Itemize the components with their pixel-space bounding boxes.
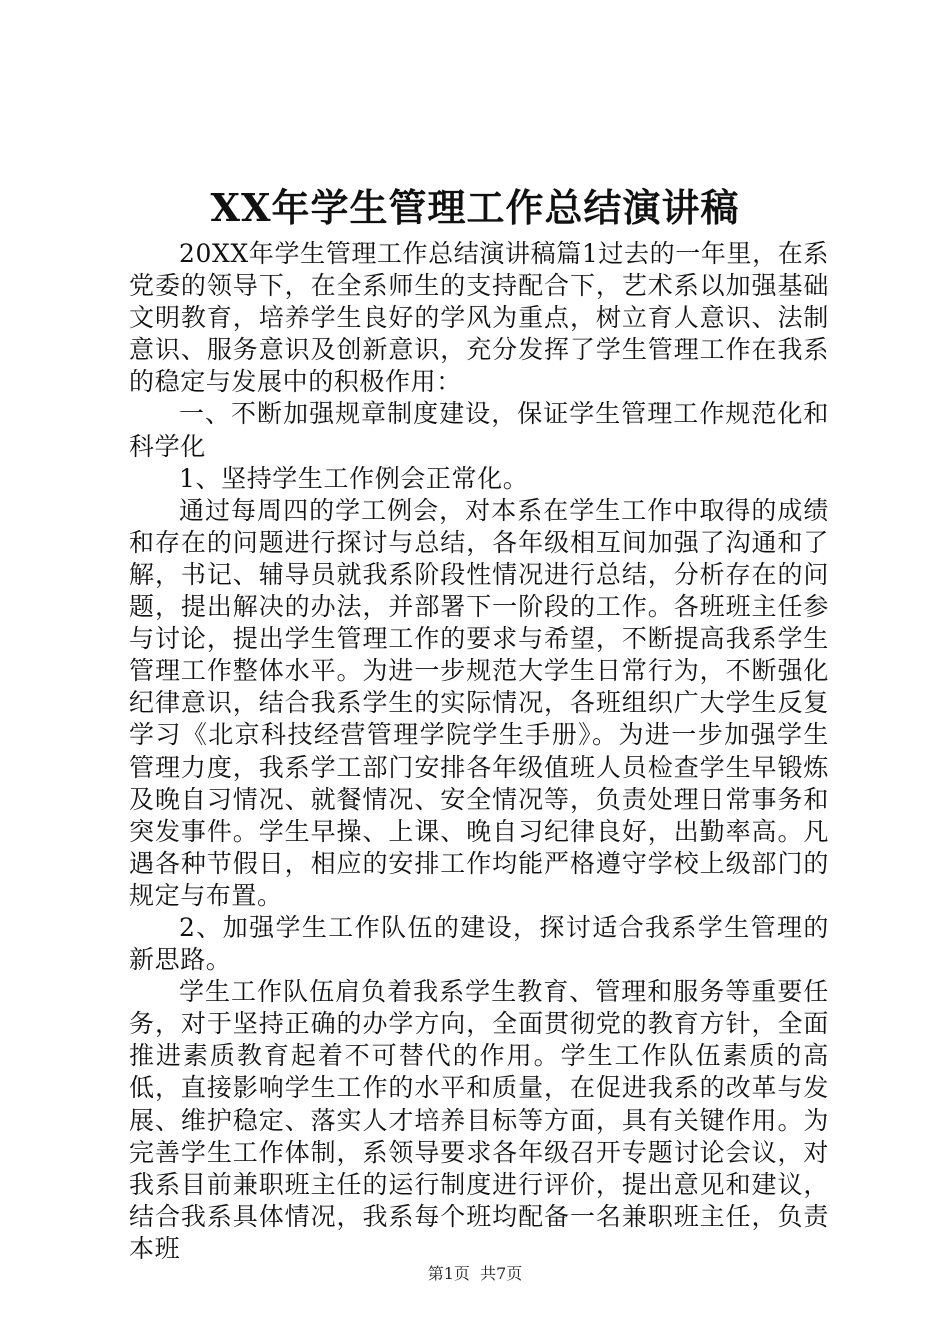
subheading-1: 1、坚持学生工作例会正常化。 bbox=[179, 463, 529, 493]
paragraph-weekly-meeting: 通过每周四的学工例会，对本系在学生工作中取得的成绩和存在的问题进行探讨与总结，各年级相互间加强了沟通和了解，书记、辅导员就我系阶段性情况进行总结，分析存在的问题，提出解决的办法，并部署下一阶段的工作。各班班主任参与讨论，提出学生管理工作的要求与希望，不断提高我系学生管理工作整体水平。为进一步规范大学生日常行为，不断强化纪律意识，结合我系学生的实际情况，各班组织广大学生反复学习《北京科技经营管理学院学生手册》。为进一步加强学生管理力度，我系学工部门安排各年级值班人员检查学生早锻炼及晚自习情况、就餐情况、安全情况等，负责处理日常事务和突发事件。学生早操、上课、晚自习纪律良好，出勤率高。凡遇各种节假日，相应的安排工作均能严格遵守学校上级部门的规定与布置。 bbox=[129, 495, 829, 910]
subheading-2: 2、加强学生工作队伍的建设，探讨适合我系学生管理的新思路。 bbox=[129, 912, 829, 975]
paragraph-team-building: 学生工作队伍肩负着我系学生教育、管理和服务等重要任务，对于坚持正确的办学方向，全面贯彻党的教育方针，全面推进素质教育起着不可替代的作用。学生工作队伍素质的高低，直接影响学生工作的水平和质量，在促进我系的改革与发展、维护稳定、落实人才培养目标等方面，具有关键作用。为完善学生工作体制，系领导要求各年级召开专题讨论会议，对我系目前兼职班主任的运行制度进行评价，提出意见和建议，结合我系具体情况，我系每个班均配备一名兼职班主任，负责本班 bbox=[129, 977, 829, 1263]
paragraph-intro: 20XX年学生管理工作总结演讲稿篇1过去的一年里，在系党委的领导下，在全系师生的支持配合下，艺术系以加强基础文明教育，培养学生良好的学风为重点，树立育人意识、法制意识、服务意识及创新意识，充分发挥了学生管理工作在我系的稳定与发展中的积极作用： bbox=[129, 239, 829, 397]
document-body bbox=[129, 238, 829, 1265]
section-heading-1: 一、不断加强规章制度建设，保证学生管理工作规范化和科学化 bbox=[129, 399, 829, 461]
page-number: 第1页 bbox=[427, 1264, 470, 1283]
page-total: 共7页 bbox=[480, 1264, 523, 1283]
document-title: XX年学生管理工作总结演讲稿 bbox=[210, 185, 740, 230]
page-footer bbox=[0, 1264, 950, 1284]
